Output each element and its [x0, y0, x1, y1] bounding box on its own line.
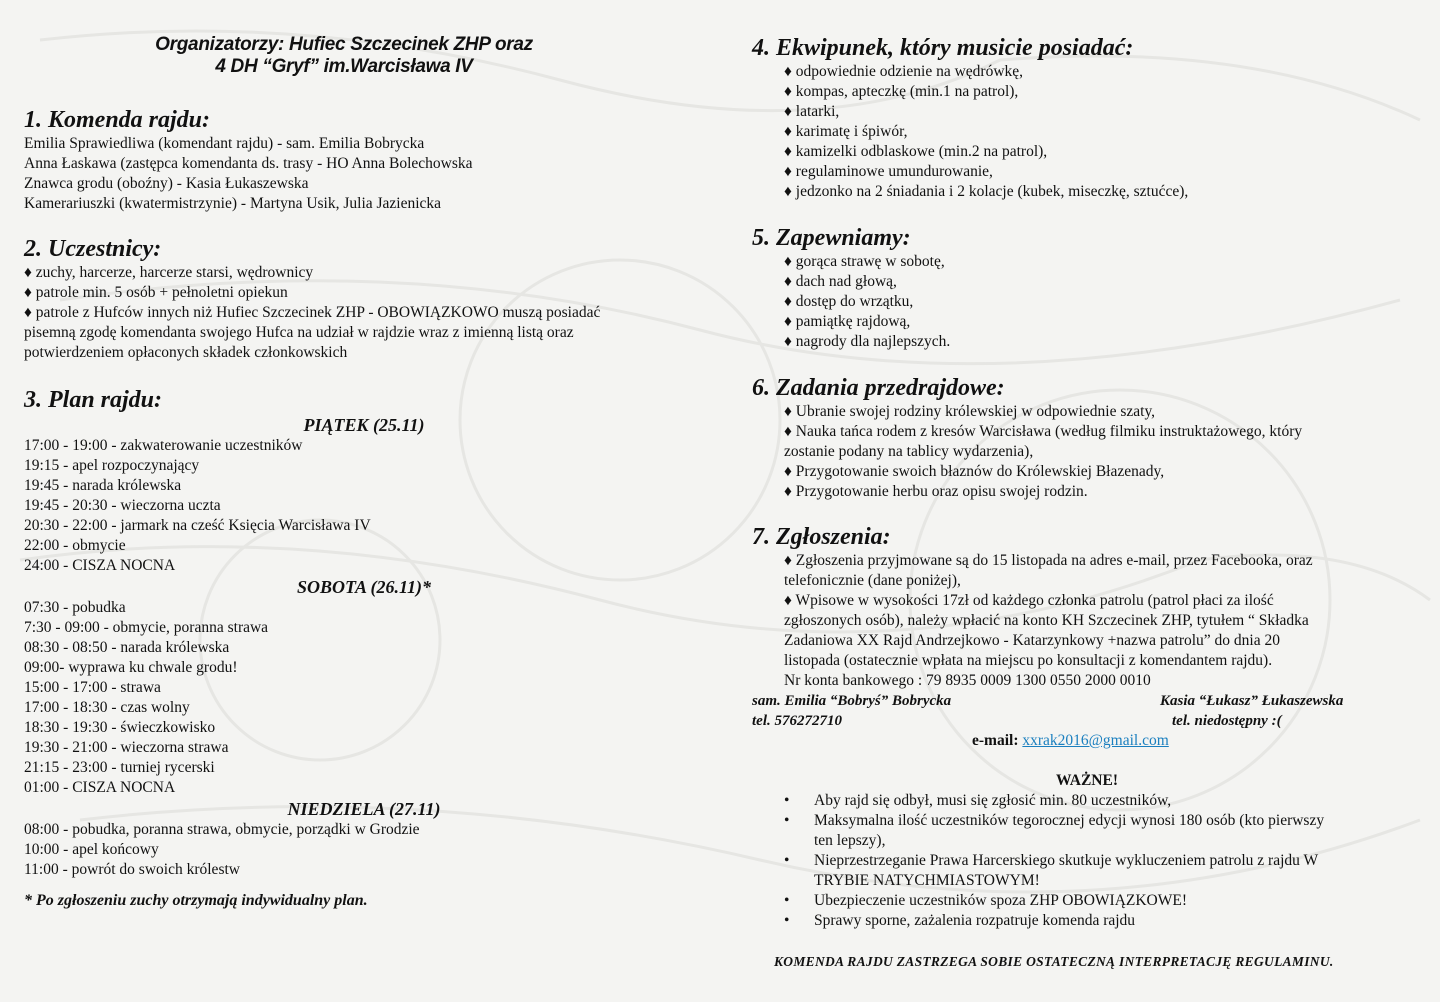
contact-left-tel: tel. 576272710 [752, 713, 842, 729]
section-ekwipunek [752, 34, 1422, 202]
text-line: Kamerariuszki (kwatermistrzynie) - Martyna Usik, Julia Jazienicka [24, 195, 442, 212]
list-item: ♦ gorąca strawę w sobotę, [784, 253, 945, 270]
email-link[interactable]: xxrak2016@gmail.com [1022, 732, 1169, 749]
list-item: ♦ karimatę i śpiwór, [784, 123, 908, 140]
text-line: ♦ zuchy, harcerze, harcerze starsi, wędrownicy [24, 264, 314, 281]
schedule-item: 22:00 - obmycie [24, 537, 126, 554]
section-title: 2. Uczestnicy: [24, 236, 162, 262]
day-heading: PIĄTEK (25.11) [303, 415, 425, 435]
schedule-item: 24:00 - CISZA NOCNA [24, 557, 176, 574]
schedule-item: 11:00 - powrót do swoich królestw [24, 861, 240, 878]
list-item: • Ubezpieczenie uczestników spoza ZHP OBOWIĄZKOWE! [784, 892, 1188, 909]
list-item: ♦ latarki, [784, 103, 840, 120]
list-item: ♦ kompas, apteczkę (min.1 na patrol), [784, 83, 1019, 100]
schedule-item: 10:00 - apel końcowy [24, 841, 159, 858]
list-item: ♦ kamizelki odblaskowe (min.2 na patrol), [784, 143, 1048, 160]
text-line: potwierdzeniem opłaconych składek członkowskich [24, 344, 348, 361]
schedule-item: 08:00 - pobudka, poranna strawa, obmycie, porządki w Grodzie [24, 821, 420, 838]
bank-account: Nr konta bankowego : 79 8935 0009 1300 0550 2000 0010 [784, 672, 1151, 689]
bullet-icon: • [784, 892, 790, 909]
footer-note: KOMENDA RAJDU ZASTRZEGA SOBIE OSTATECZNĄ INTERPRETACJĘ REGULAMINU. [774, 954, 1334, 969]
text-line: zgłoszonych osób), należy wpłacić na konto KH Szczecinek ZHP, tytułem “ Składka [784, 612, 1309, 629]
list-item: • Aby rajd się odbył, musi się zgłosić min. 80 uczestników, [784, 792, 1172, 809]
list-item: ♦ dach nad głową, [784, 273, 897, 290]
schedule-item: 07:30 - pobudka [24, 599, 126, 616]
text-line: Znawca grodu (oboźny) - Kasia Łukaszewska [24, 175, 309, 192]
text-line: ♦ Wpisowe w wysokości 17zł od każdego członka patrolu (patrol płaci za ilość [784, 592, 1274, 609]
section-plan [24, 386, 704, 911]
section-title: 1. Komenda rajdu: [24, 107, 211, 133]
list-item: ♦ Ubranie swojej rodziny królewskiej w odpowiednie szaty, [784, 403, 1156, 420]
list-item: ♦ nagrody dla najlepszych. [784, 333, 951, 350]
schedule-item: 20:30 - 22:00 - jarmark na cześć Księcia Warcisława IV [24, 517, 371, 534]
list-item: ♦ regulaminowe umundurowanie, [784, 163, 993, 180]
email-row [972, 731, 1169, 751]
contact-left-name: sam. Emilia “Bobryś” Bobrycka [752, 693, 952, 709]
contact-right-name: Kasia “Łukasz” Łukaszewska [1160, 693, 1344, 709]
section-title: 4. Ekwipunek, który musicie posiadać: [752, 35, 1134, 61]
day-heading: NIEDZIELA (27.11) [287, 799, 441, 819]
schedule-item: 09:00- wyprawa ku chwale grodu! [24, 659, 238, 676]
schedule-item: 21:15 - 23:00 - turniej rycerski [24, 759, 215, 776]
organizers-heading: Organizatorzy: Hufiec Szczecinek ZHP oraz 4 DH “Gryf” im.Warcisława IV [155, 34, 533, 77]
section-title: 5. Zapewniamy: [752, 225, 911, 251]
text-line: ♦ patrole z Hufców innych niż Hufiec Szczecinek ZHP - OBOWIĄZKOWO muszą posiadać [24, 304, 601, 321]
bullet-icon: • [784, 852, 790, 869]
schedule-item: 19:30 - 21:00 - wieczorna strawa [24, 739, 229, 756]
list-item: zostanie podany na tablicy wydarzenia), [784, 443, 1034, 460]
section-zadania [752, 374, 1422, 502]
schedule-item: 01:00 - CISZA NOCNA [24, 779, 176, 796]
schedule-item: 18:30 - 19:30 - świeczkowisko [24, 719, 216, 736]
list-item: ♦ Nauka tańca rodem z kresów Warcisława (według filmiku instruktażowego, który [784, 423, 1303, 440]
section-title: 7. Zgłoszenia: [752, 524, 891, 550]
list-item: ♦ dostęp do wrzątku, [784, 293, 914, 310]
list-item: ♦ pamiątkę rajdową, [784, 313, 911, 330]
text-line: listopada (ostatecznie wpłata na miejscu po konsultacji z komendantem rajdu). [784, 652, 1273, 669]
text-line: telefonicznie (dane poniżej), [784, 572, 961, 589]
wazne-list [752, 791, 1422, 931]
section-wazne [752, 771, 1422, 931]
text-line: Zadaniowa XX Rajd Andrzejkowo - Katarzynkowy +nazwa patrolu” do dnia 20 [784, 632, 1280, 649]
schedule-item: 08:30 - 08:50 - narada królewska [24, 639, 230, 656]
schedule-item: 19:45 - 20:30 - wieczorna uczta [24, 497, 221, 514]
schedule-item: 15:00 - 17:00 - strawa [24, 679, 161, 696]
bullet-icon: • [784, 812, 790, 829]
plan-note: * Po zgłoszeniu zuchy otrzymają indywidualny plan. [24, 892, 368, 909]
list-item: ♦ jedzonko na 2 śniadania i 2 kolacje (kubek, miseczkę, sztućce), [784, 183, 1189, 200]
wazne-title: WAŻNE! [1055, 772, 1118, 789]
list-item: ♦ Przygotowanie herbu oraz opisu swojej rodzin. [784, 483, 1088, 500]
schedule-item: 17:00 - 18:30 - czas wolny [24, 699, 190, 716]
text-line: Emilia Sprawiedliwa (komendant rajdu) - sam. Emilia Bobrycka [24, 135, 425, 152]
section-uczestnicy [24, 235, 704, 363]
email-label: e-mail: [972, 732, 1019, 749]
section-title: 3. Plan rajdu: [24, 387, 163, 413]
section-zgloszenia [752, 523, 1422, 691]
text-line: ♦ patrole min. 5 osób + pełnoletni opiekun [24, 284, 288, 301]
section-zapewniamy [752, 224, 1422, 352]
list-item: ♦ odpowiednie odzienie na wędrówkę, [784, 63, 1024, 80]
text-line: Anna Łaskawa (zastępca komendanta ds. trasy - HO Anna Bolechowska [24, 155, 473, 172]
schedule-item: 19:15 - apel rozpoczynający [24, 457, 200, 474]
schedule-item: 19:45 - narada królewska [24, 477, 182, 494]
text-line: ♦ Zgłoszenia przyjmowane są do 15 listopada na adres e-mail, przez Facebooka, oraz [784, 552, 1313, 569]
bullet-icon: • [784, 792, 790, 809]
list-item: ♦ Przygotowanie swoich błaznów do Królewskiej Błazenady, [784, 463, 1165, 480]
list-item: • Sprawy sporne, zażalenia rozpatruje komenda rajdu [784, 912, 1136, 929]
contacts-block [752, 691, 1422, 751]
bullet-icon: • [784, 912, 790, 929]
section-title: 6. Zadania przedrajdowe: [752, 375, 1005, 401]
text-line: pisemną zgodę komendanta swojego Hufca na udział w rajdzie wraz z imienną listą oraz [24, 324, 574, 341]
day-heading: SOBOTA (26.11)* [296, 577, 432, 597]
section-komenda [24, 106, 704, 214]
list-item: • Nieprzestrzeganie Prawa Harcerskiego skutkuje wykluczeniem patrolu z rajdu W TRYBIE NATYCHMIASTOWYM! [784, 852, 1319, 889]
schedule-item: 7:30 - 09:00 - obmycie, poranna strawa [24, 619, 269, 636]
contact-right-tel: tel. niedostępny :( [1172, 713, 1282, 729]
schedule-item: 17:00 - 19:00 - zakwaterowanie uczestników [24, 437, 303, 454]
list-item: • Maksymalna ilość uczestników tegorocznej edycji wynosi 180 osób (kto pierwszy ten lepszy), [784, 812, 1325, 849]
